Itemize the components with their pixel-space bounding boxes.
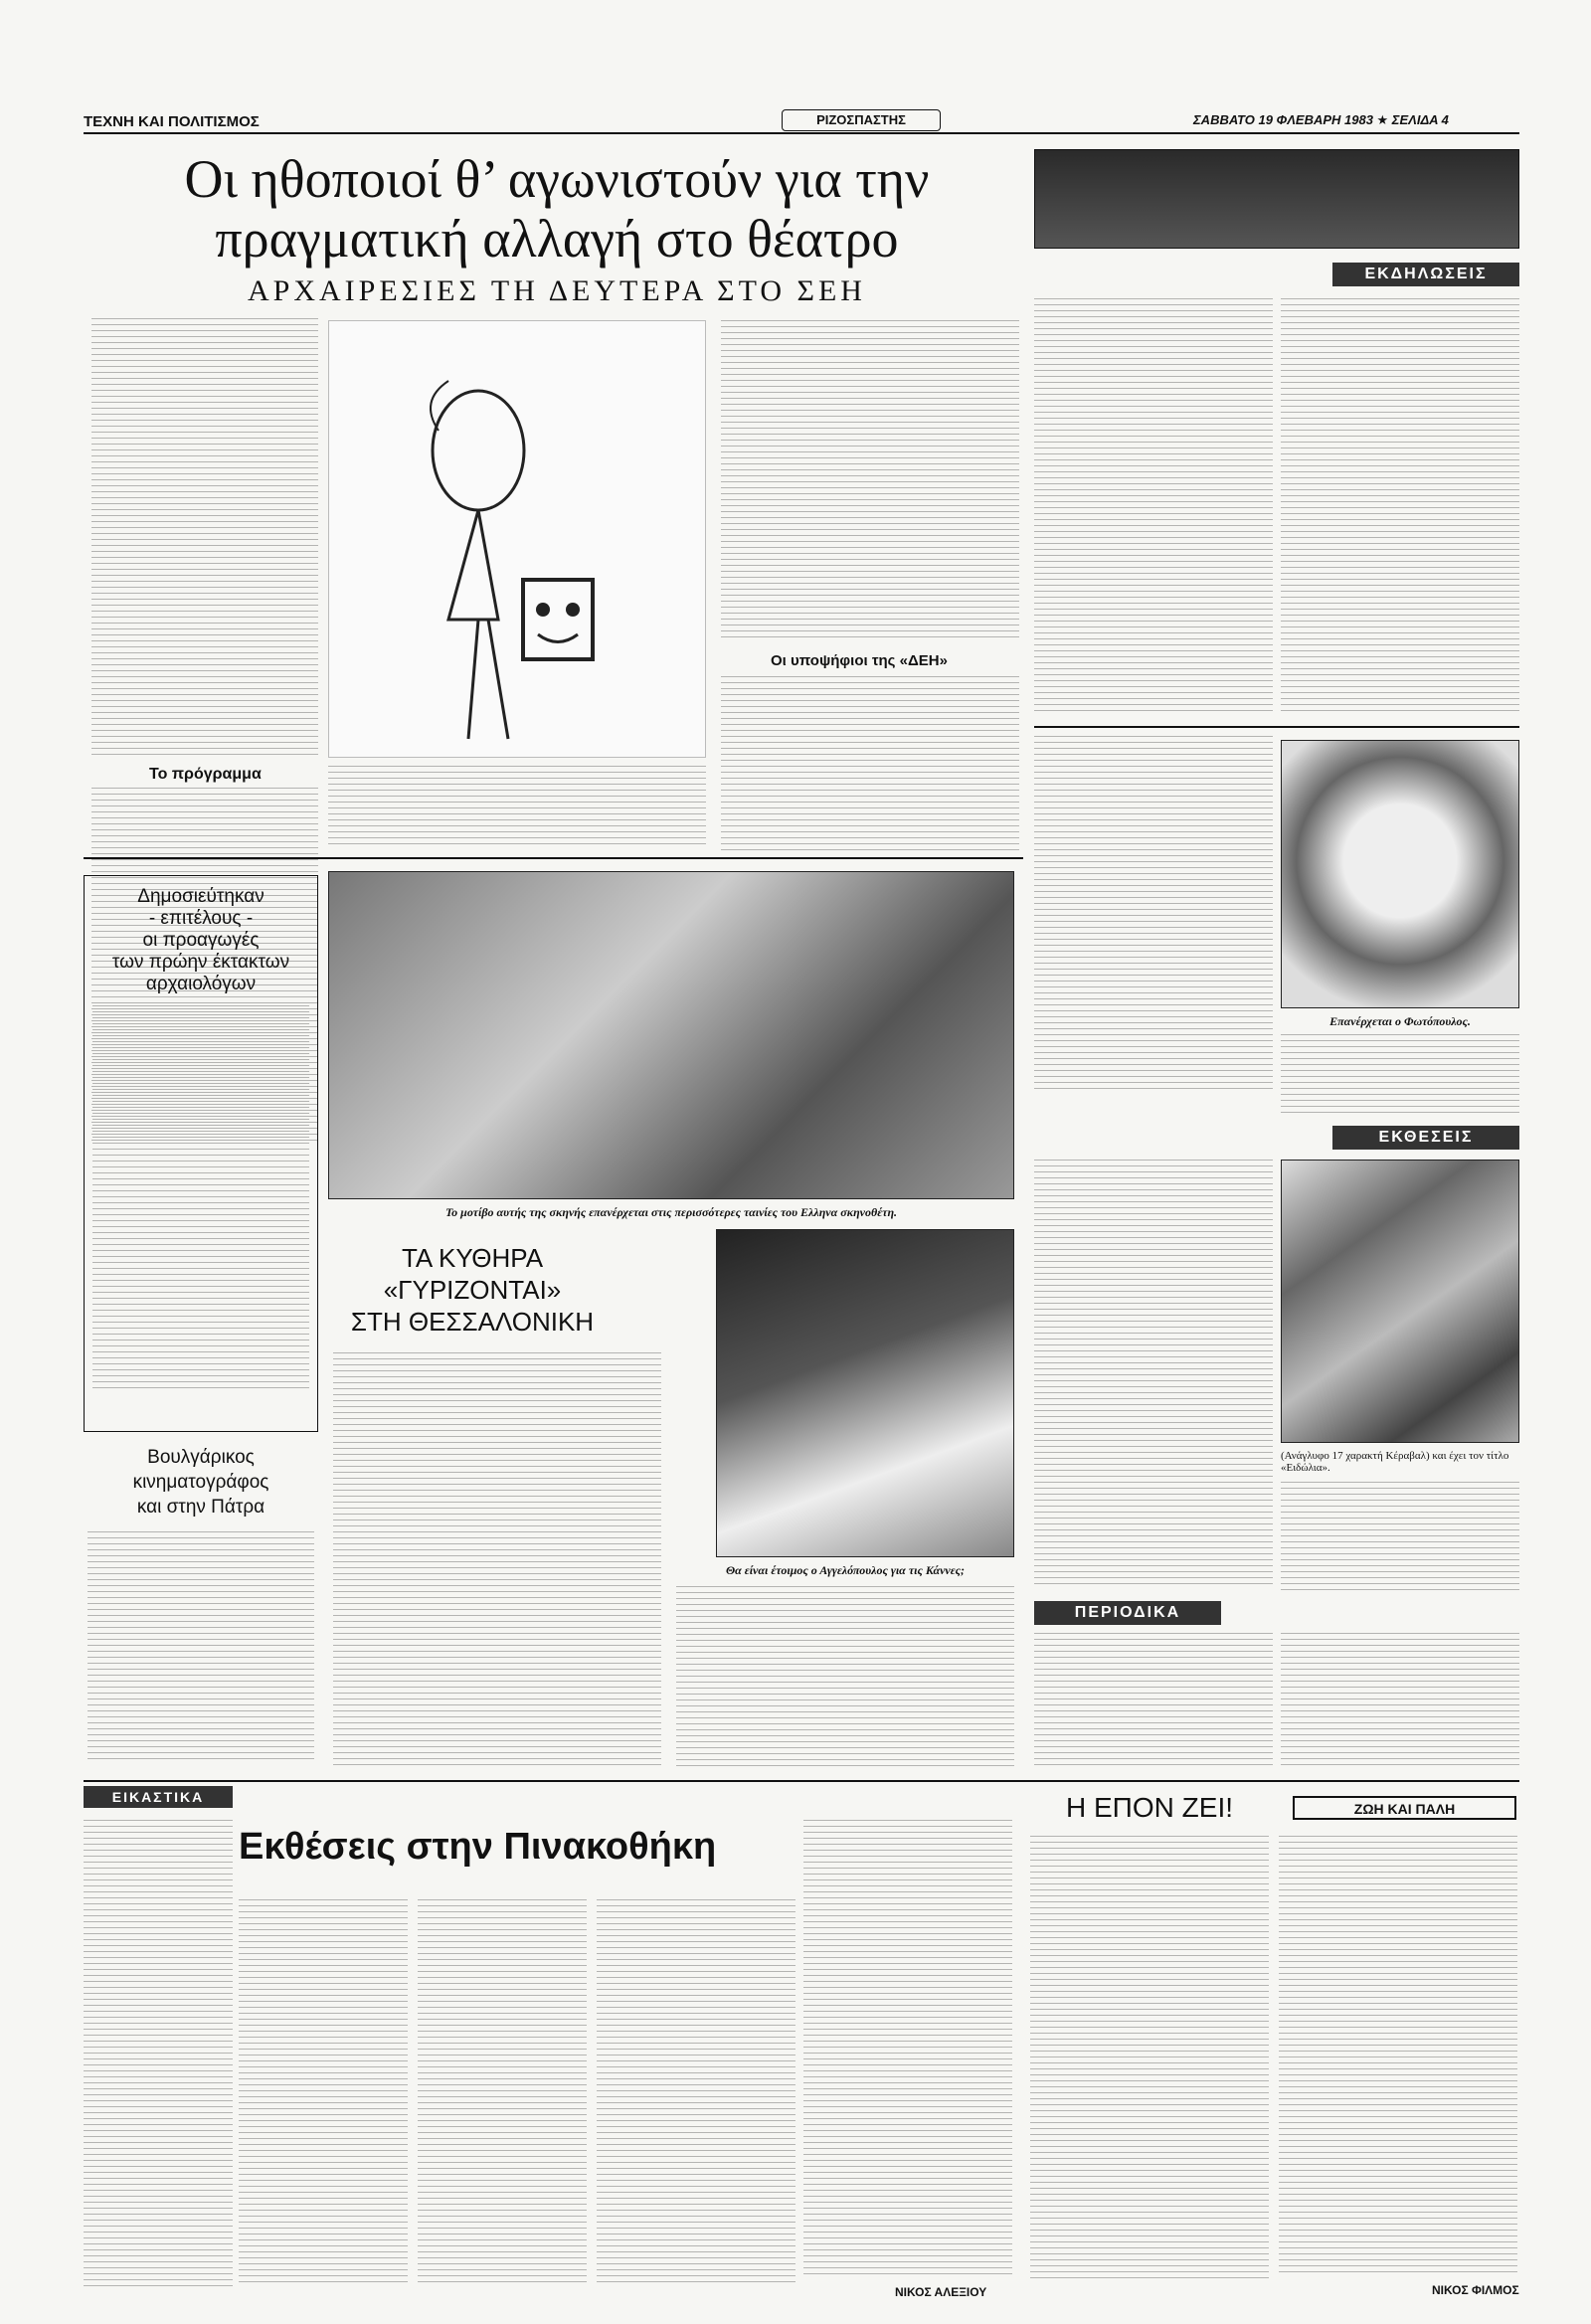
- music-text: [1281, 1034, 1519, 1114]
- theatre-news-text: [1034, 736, 1273, 1094]
- lead-title-line2: πραγματική αλλαγή στο θέατρο: [215, 209, 899, 268]
- archaeologists-title-5: αρχαιολόγων: [145, 974, 257, 994]
- epon-signature: ΝΙΚΟΣ ΦΙΛΜΟΣ: [1432, 2283, 1519, 2297]
- masthead-date: ΣΑΒΒΑΤΟ 19 ΦΛΕΒΑΡΗ 1983 ★ ΣΕΛΙΔΑ 4: [1193, 112, 1449, 127]
- archaeologists-title-3: οι προαγωγές: [142, 930, 260, 951]
- gallery-title: Εκθέσεις στην Πινακοθήκη: [239, 1826, 717, 1868]
- relief-photo: [1281, 1160, 1519, 1443]
- exhibitions-label: ΕΚΘΕΣΕΙΣ: [1332, 1126, 1519, 1150]
- gallery-col5: [803, 1820, 1012, 2277]
- lead-text-col3: [328, 766, 706, 845]
- archaeologists-box: [84, 875, 318, 1432]
- fotopoulos-caption: Επανέρχεται ο Φωτόπουλος.: [1329, 1014, 1471, 1028]
- epon-text-col1: [1030, 1836, 1269, 2283]
- bulgarian-title-3: και στην Πάτρα: [136, 1497, 265, 1518]
- gallery-col2: [239, 1899, 408, 2287]
- archaeologists-title-4: των πρώην έκτακτων: [111, 952, 290, 973]
- lead-subhead-program: Το πρόγραμμα: [149, 766, 262, 783]
- masthead-paper: ΡΙΖΟΣΠΑΣΤΗΣ: [782, 109, 941, 131]
- periodicals-col1: [1034, 1633, 1273, 1770]
- lead-subhead-candidates: Οι υποψήφιοι της «ΔΕΗ»: [771, 652, 948, 669]
- portrait-caption: Θα είναι έτοιμος ο Αγγελόπουλος για τις Κάννες;: [725, 1563, 966, 1577]
- archaeologists-title-1: Δημοσιεύτηκαν: [137, 886, 265, 907]
- lead-bottom-rule: [84, 857, 1023, 859]
- epon-text-col2: [1279, 1836, 1517, 2273]
- masthead-section: ΤΕΧΝΗ ΚΑΙ ΠΟΛΙΤΙΣΜΟΣ: [84, 113, 260, 130]
- bulgarian-title-1: Βουλγάρικος: [147, 1447, 255, 1468]
- gallery-signature: ΝΙΚΟΣ ΑΛΕΞΙΟΥ: [895, 2285, 987, 2299]
- kythera-text-col2: [676, 1586, 1014, 1770]
- lower-rule: [84, 1780, 1519, 1782]
- masks-drawing-icon: [329, 321, 707, 759]
- kythera-text-col1: [333, 1352, 661, 1770]
- exhibitions-text: [1034, 1160, 1273, 1587]
- kythera-title-3: ΣΤΗ ΘΕΣΣΑΛΟΝΙΚΗ: [350, 1307, 595, 1337]
- film-scene-caption: Το μοτίβο αυτής της σκηνής επανέρχεται στις περισσότερες ταινίες του Ελληνα σκηνοθέτη.: [444, 1205, 898, 1219]
- events-label: ΕΚΔΗΛΩΣΕΙΣ: [1332, 263, 1519, 286]
- archaeologists-title-2: - επιτέλους -: [148, 908, 254, 929]
- bulgarian-text: [88, 1531, 314, 1760]
- epon-title: Η ΕΠΟΝ ΖΕΙ!: [1065, 1792, 1233, 1823]
- kythera-title-1: ΤΑ ΚΥΘΗΡΑ: [401, 1243, 544, 1273]
- lead-text-col1: [91, 318, 318, 756]
- lead-kicker: ΑΡΧΑΙΡΕΣΙΕΣ ΤΗ ΔΕΥΤΕΡΑ ΣΤΟ ΣΕΗ: [248, 274, 866, 307]
- kythera-title-2: «ΓΥΡΙΖΟΝΤΑΙ»: [383, 1275, 562, 1305]
- lead-text-col4b: [721, 676, 1019, 855]
- periodicals-label: ΠΕΡΙΟΔΙΚΑ: [1034, 1601, 1221, 1625]
- events-text-col1: [1034, 298, 1273, 716]
- lead-title-line1: Οι ηθοποιοί θ’ αγωνιστούν για την: [184, 149, 930, 209]
- angelopoulos-portrait: [716, 1229, 1014, 1557]
- exhibitions-text2: [1281, 1482, 1519, 1591]
- events-rule: [1034, 726, 1519, 728]
- periodicals-col2: [1281, 1633, 1519, 1770]
- masthead-rule: [84, 132, 1519, 134]
- gallery-col3: [418, 1899, 587, 2287]
- visual-arts-label: ΕΙΚΑΣΤΙΚΑ: [84, 1786, 233, 1808]
- life-struggle-label: ΖΩΗ ΚΑΙ ΠΑΛΗ: [1293, 1796, 1516, 1820]
- fotopoulos-photo: [1281, 740, 1519, 1008]
- theatre-sketch: [328, 320, 706, 758]
- gallery-intro-text: [84, 1820, 233, 2287]
- right-header-box: [1034, 149, 1519, 249]
- bulgarian-title-2: κινηματογράφος: [132, 1472, 269, 1493]
- archaeologists-text: [92, 1005, 309, 1393]
- lead-text-col4: [721, 320, 1019, 638]
- film-scene-photo: [328, 871, 1014, 1199]
- events-text-col2: [1281, 298, 1519, 716]
- relief-caption: (Ανάγλυφο 17 χαρακτή Κέραβαλ) και έχει τον τίτλο «Ειδώλια».: [1281, 1450, 1509, 1474]
- gallery-col4: [597, 1899, 796, 2287]
